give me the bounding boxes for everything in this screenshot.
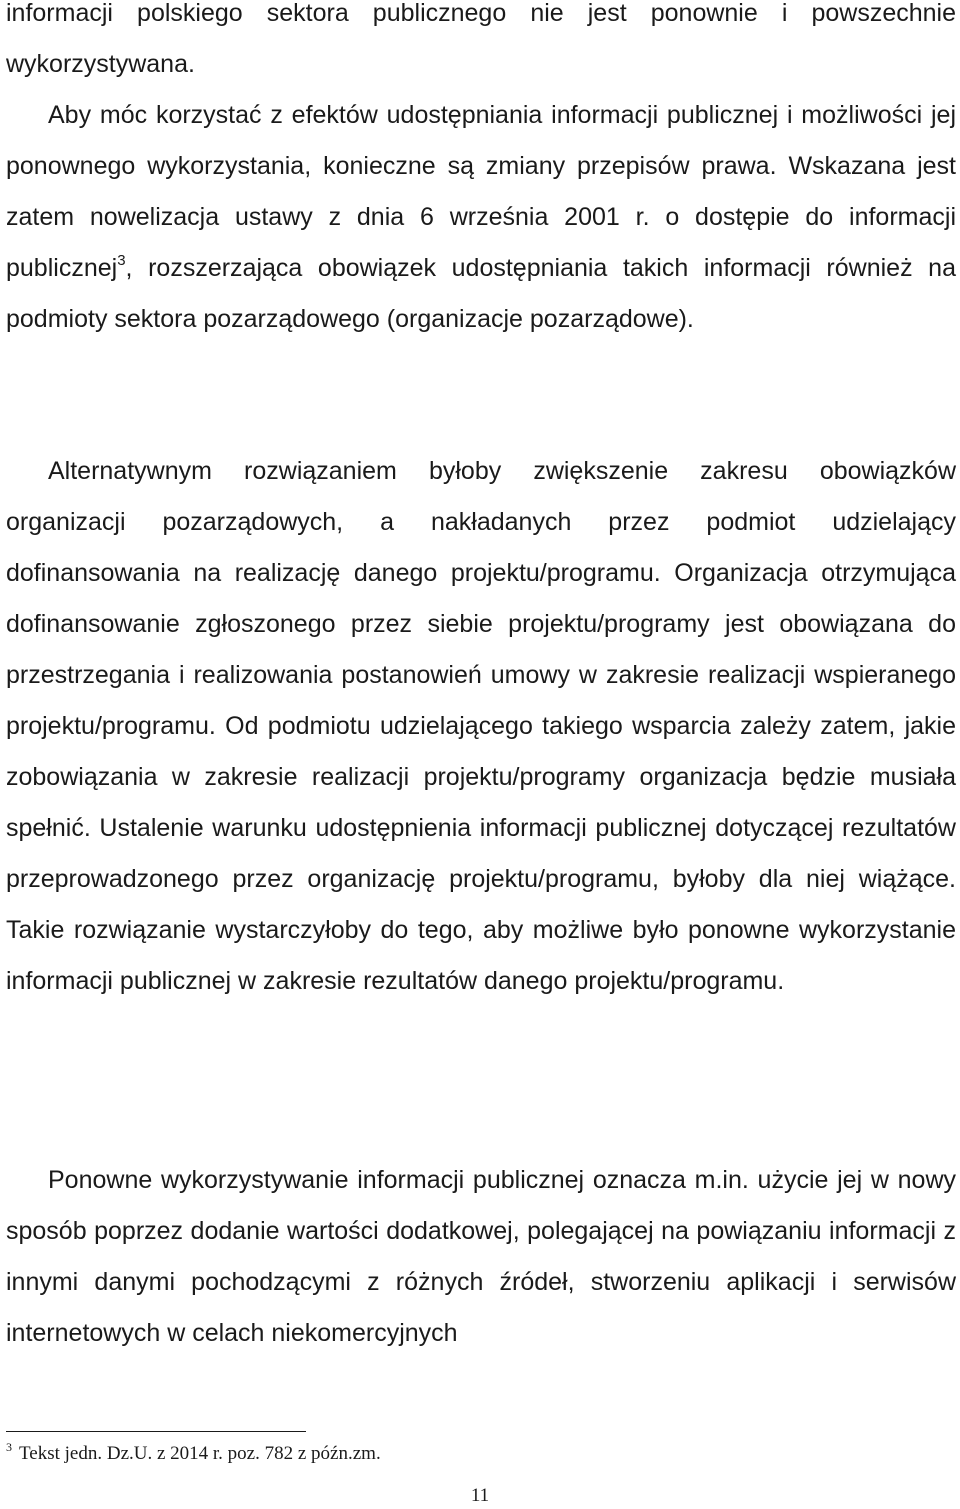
paragraph-2: Alternatywnym rozwiązaniem byłoby zwiększenie zakresu obowiązków organizacji pozarządowych, a nakładanych przez podmiot udzielający dofinansowania na realizację danego projektu/programu. Organizacja otrzymująca dofinansowanie zgłoszonego przez siebie projektu/programy jest obowiązana do przestrzegania i realizowania postanowień umowy w zakresie realizacji wspieranego projektu/programu. Od podmiotu udzielającego takiego wsparcia zależy zatem, jakie zobowiązania w zakresie realizacji projektu/programy organizacja będzie musiała spełnić. Ustalenie warunku udostępnienia informacji publicznej dotyczącej rezultatów przeprowadzonego przez organizację projektu/programu, byłoby dla niej wiążące. Takie rozwiązanie wystarczyłoby do tego, aby możliwe było ponowne wykorzystanie informacji publicznej w zakresie rezultatów danego projektu/programu. <box>6 457 956 995</box>
paragraph-1 <box>6 0 956 345</box>
footnote <box>6 1442 381 1466</box>
paragraph-3: Ponowne wykorzystywanie informacji publicznej oznacza m.in. użycie jej w nowy sposób poprzez dodanie wartości dodatkowej, polegającej na powiązaniu informacji z innymi danymi pochodzącymi z różnych źródeł, stworzeniu aplikacji i serwisów internetowych w celach niekomercyjnych <box>6 1166 956 1347</box>
footnote-text: Tekst jedn. Dz.U. z 2014 r. poz. 782 z późn.zm. <box>19 1443 381 1464</box>
footnote-separator <box>6 1431 306 1432</box>
paragraph-1-text: Aby móc korzystać z efektów udostępniania informacji publicznej i możliwości jej ponownego wykorzystania, konieczne są zmiany przepisów prawa. Wskazana jest zatem nowelizacja ustawy z dnia 6 września 2001 r. o dostępie do informacji publicznej <box>6 101 956 282</box>
paragraph-1-body <box>6 101 956 333</box>
paragraph-1-text-end: , rozszerzająca obowiązek udostępniania takich informacji również na podmioty sektora pozarządowego (organizacje pozarządowe). <box>6 254 956 333</box>
page-number: 11 <box>470 1485 490 1506</box>
footnote-reference[interactable]: 3 <box>117 252 126 269</box>
paragraph-1-continuation: informacji polskiego sektora publicznego nie jest ponownie i powszechnie wykorzystywana. <box>6 0 956 78</box>
footnote-mark: 3 <box>6 1440 12 1454</box>
